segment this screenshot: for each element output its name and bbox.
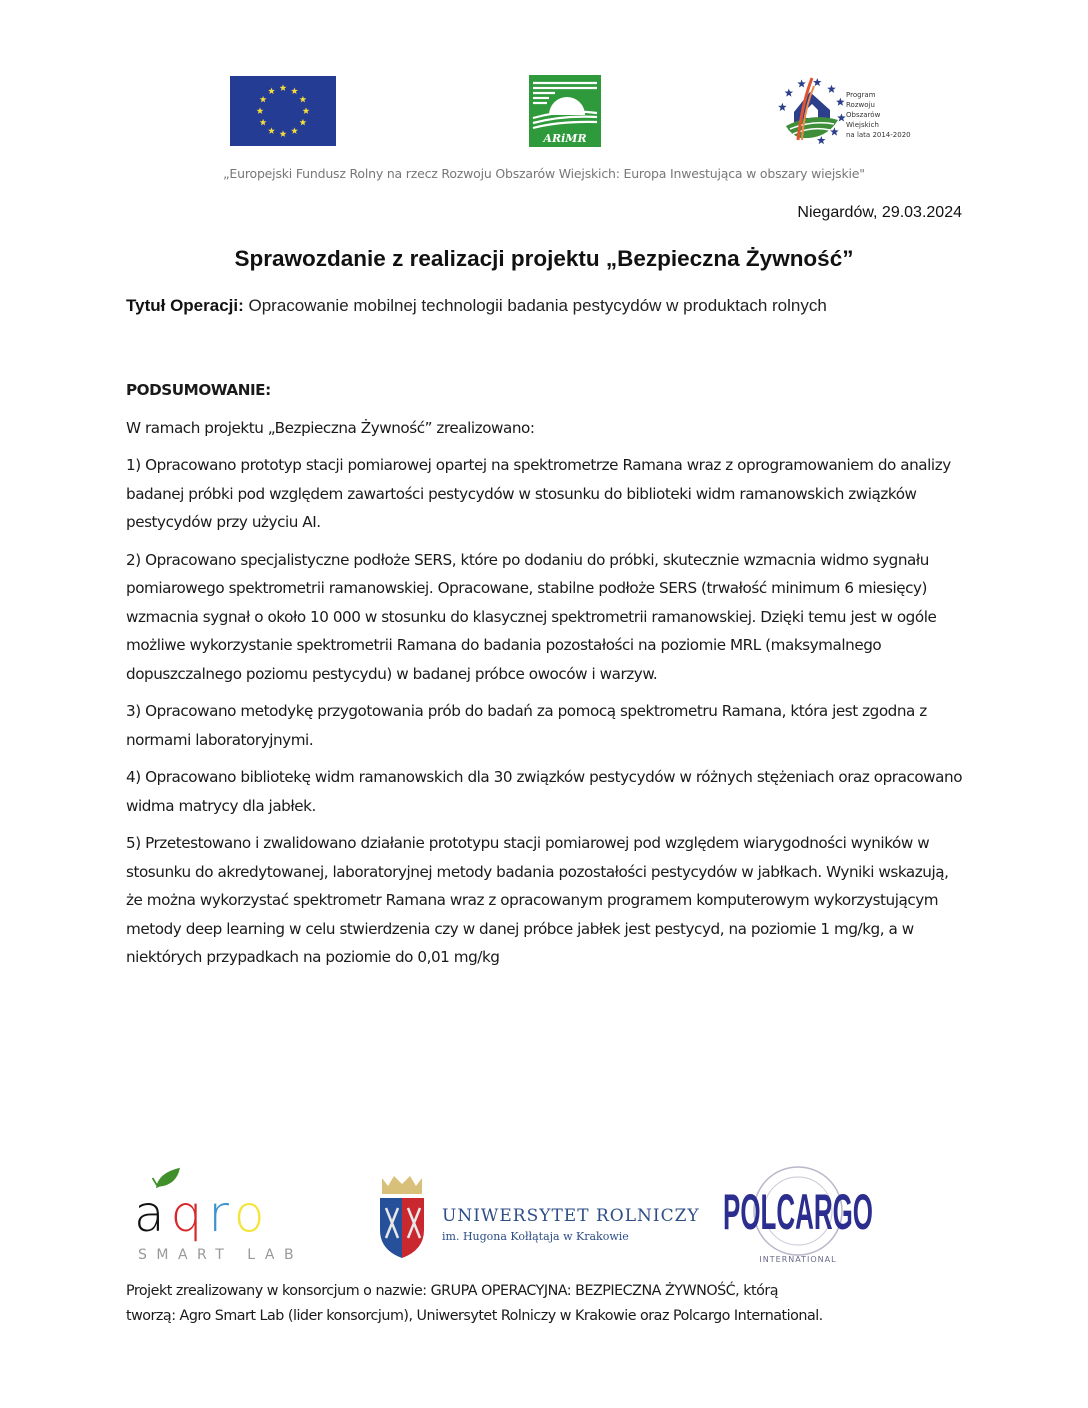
arimr-field-icon [529, 75, 601, 147]
operation-title [126, 295, 827, 317]
agro-subtitle: SMART LAB [138, 1247, 304, 1263]
star-icon [778, 103, 787, 111]
eu-flag-icon [230, 76, 336, 146]
summary-item: 4) Opracowano bibliotekę widm ramanowskich dla 30 związków pestycydów w różnych stężeniach oraz opracowano widma matrycy dla jabłek. [126, 768, 963, 815]
star-icon [837, 113, 846, 121]
agro-letter: r [208, 1185, 234, 1243]
summary-item: 5) Przetestowano i zwalidowano działanie prototypu stacji pomiarowej pod względem wiarygodności wyników w stosunku do akredytowanej, laboratoryjnej metody badania pozostałości pestycydów w jabłkach. Wyniki wskazują, że można wykorzystać spektrometr Ramana wraz z opracowanym programem komputerowym wykorzystującym metody deep learning w celu stwierdzenia czy w danej próbce jabłek jest pestycyd, na poziomie 1 mg/kg, a w niektórych przypadkach na poziomie do 0,01 mg/kg [126, 834, 949, 966]
prow-line: Wiejskich [846, 121, 879, 129]
prow-line: Program [846, 91, 876, 99]
consortium-line: tworzą: Agro Smart Lab (lider konsorcjum), Uniwersytet Rolniczy w Krakowie oraz Polcargo International. [126, 1308, 823, 1324]
uniwersytet-rolniczy-logo [376, 1172, 700, 1262]
prow-line: na lata 2014-2020 [846, 131, 911, 139]
agro-letter: o [233, 1185, 271, 1243]
polcargo-ring-text: INTERNATIONAL [759, 1255, 837, 1264]
star-icon [785, 88, 794, 96]
prow-logo-text [846, 90, 911, 140]
place-date: Niegardów, 29.03.2024 [797, 204, 962, 221]
summary-item: 3) Opracowano metodykę przygotowania prób do badań za pomocą spektrometru Ramana, która jest zgodna z normami laboratoryjnymi. [126, 702, 927, 749]
arimr-logo-text: ARiMR [543, 132, 587, 145]
eu-flag-logo [230, 76, 336, 146]
ur-name: UNIWERSYTET ROLNICZY [442, 1206, 700, 1226]
summary-item: 1) Opracowano prototyp stacji pomiarowej opartej na spektrometrze Ramana wraz z oprogramowaniem do analizy badanej próbki pod względem zawartości pestycydów w stosunku do biblioteki widm ramanowskich związków pestycydów przy użyciu AI. [126, 456, 951, 531]
document-title: Sprawozdanie z realizacji projektu „Bezpieczna Żywność” [234, 246, 854, 271]
summary-item: 2) Opracowano specjalistyczne podłoże SERS, które po dodaniu do próbki, skutecznie wzmacnia widmo sygnału pomiarowego spektrometrii ramanowskiej. Opracowane, stabilne podłoże SERS (trwałość minimum 6 miesięcy) wzmacnia sygnał o około 10 000 w stosunku do klasycznej spektrometrii ramanowskiej. Dzięki temu jest w ogóle możliwe wykorzystanie spektrometrii Ramana do badania pozostałości na poziomie MRL (maksymalnego dopuszczalnego poziomu pestycydu) w badanej próbce owoców i warzyw. [126, 550, 937, 683]
ur-crest-icon [376, 1172, 428, 1262]
consortium-note [126, 1279, 1006, 1329]
summary-heading: PODSUMOWANIE: [126, 381, 271, 399]
agro-wordmark [134, 1185, 271, 1243]
star-icon [827, 85, 836, 93]
agro-letter: q [170, 1185, 209, 1243]
polcargo-logo [712, 1163, 882, 1268]
prow-line: Obszarów [846, 111, 881, 119]
agro-smart-lab-logo [134, 1166, 314, 1266]
star-icon [836, 98, 845, 106]
prow-emblem-icon [776, 72, 846, 148]
operation-label: Tytuł Operacji: [126, 296, 244, 315]
star-icon [797, 79, 806, 87]
consortium-line: Projekt zrealizowany w konsorcjum o nazwie: GRUPA OPERACYJNA: BEZPIECZNA ŻYWNOŚĆ, którą [126, 1283, 778, 1299]
star-icon [813, 78, 822, 86]
agro-letter: a [134, 1185, 171, 1243]
fund-tagline: „Europejski Fundusz Rolny na rzecz Rozwoju Obszarów Wiejskich: Europa Inwestująca w obszary wiejskie" [223, 166, 865, 181]
arimr-logo [529, 75, 601, 147]
polcargo-globe-icon [712, 1163, 882, 1268]
prow-line: Rozwoju [846, 101, 875, 109]
summary-intro: W ramach projektu „Bezpieczna Żywność” zrealizowano: [126, 418, 535, 437]
polcargo-wordmark: POLCARGO [723, 1184, 873, 1240]
operation-value: Opracowanie mobilnej technologii badania pestycydów w produktach rolnych [243, 296, 827, 315]
star-icon [817, 136, 826, 144]
summary-section [126, 376, 966, 981]
star-icon [830, 127, 839, 135]
prow-logo [776, 72, 916, 152]
ur-subtitle: im. Hugona Kołłątaja w Krakowie [442, 1230, 629, 1243]
